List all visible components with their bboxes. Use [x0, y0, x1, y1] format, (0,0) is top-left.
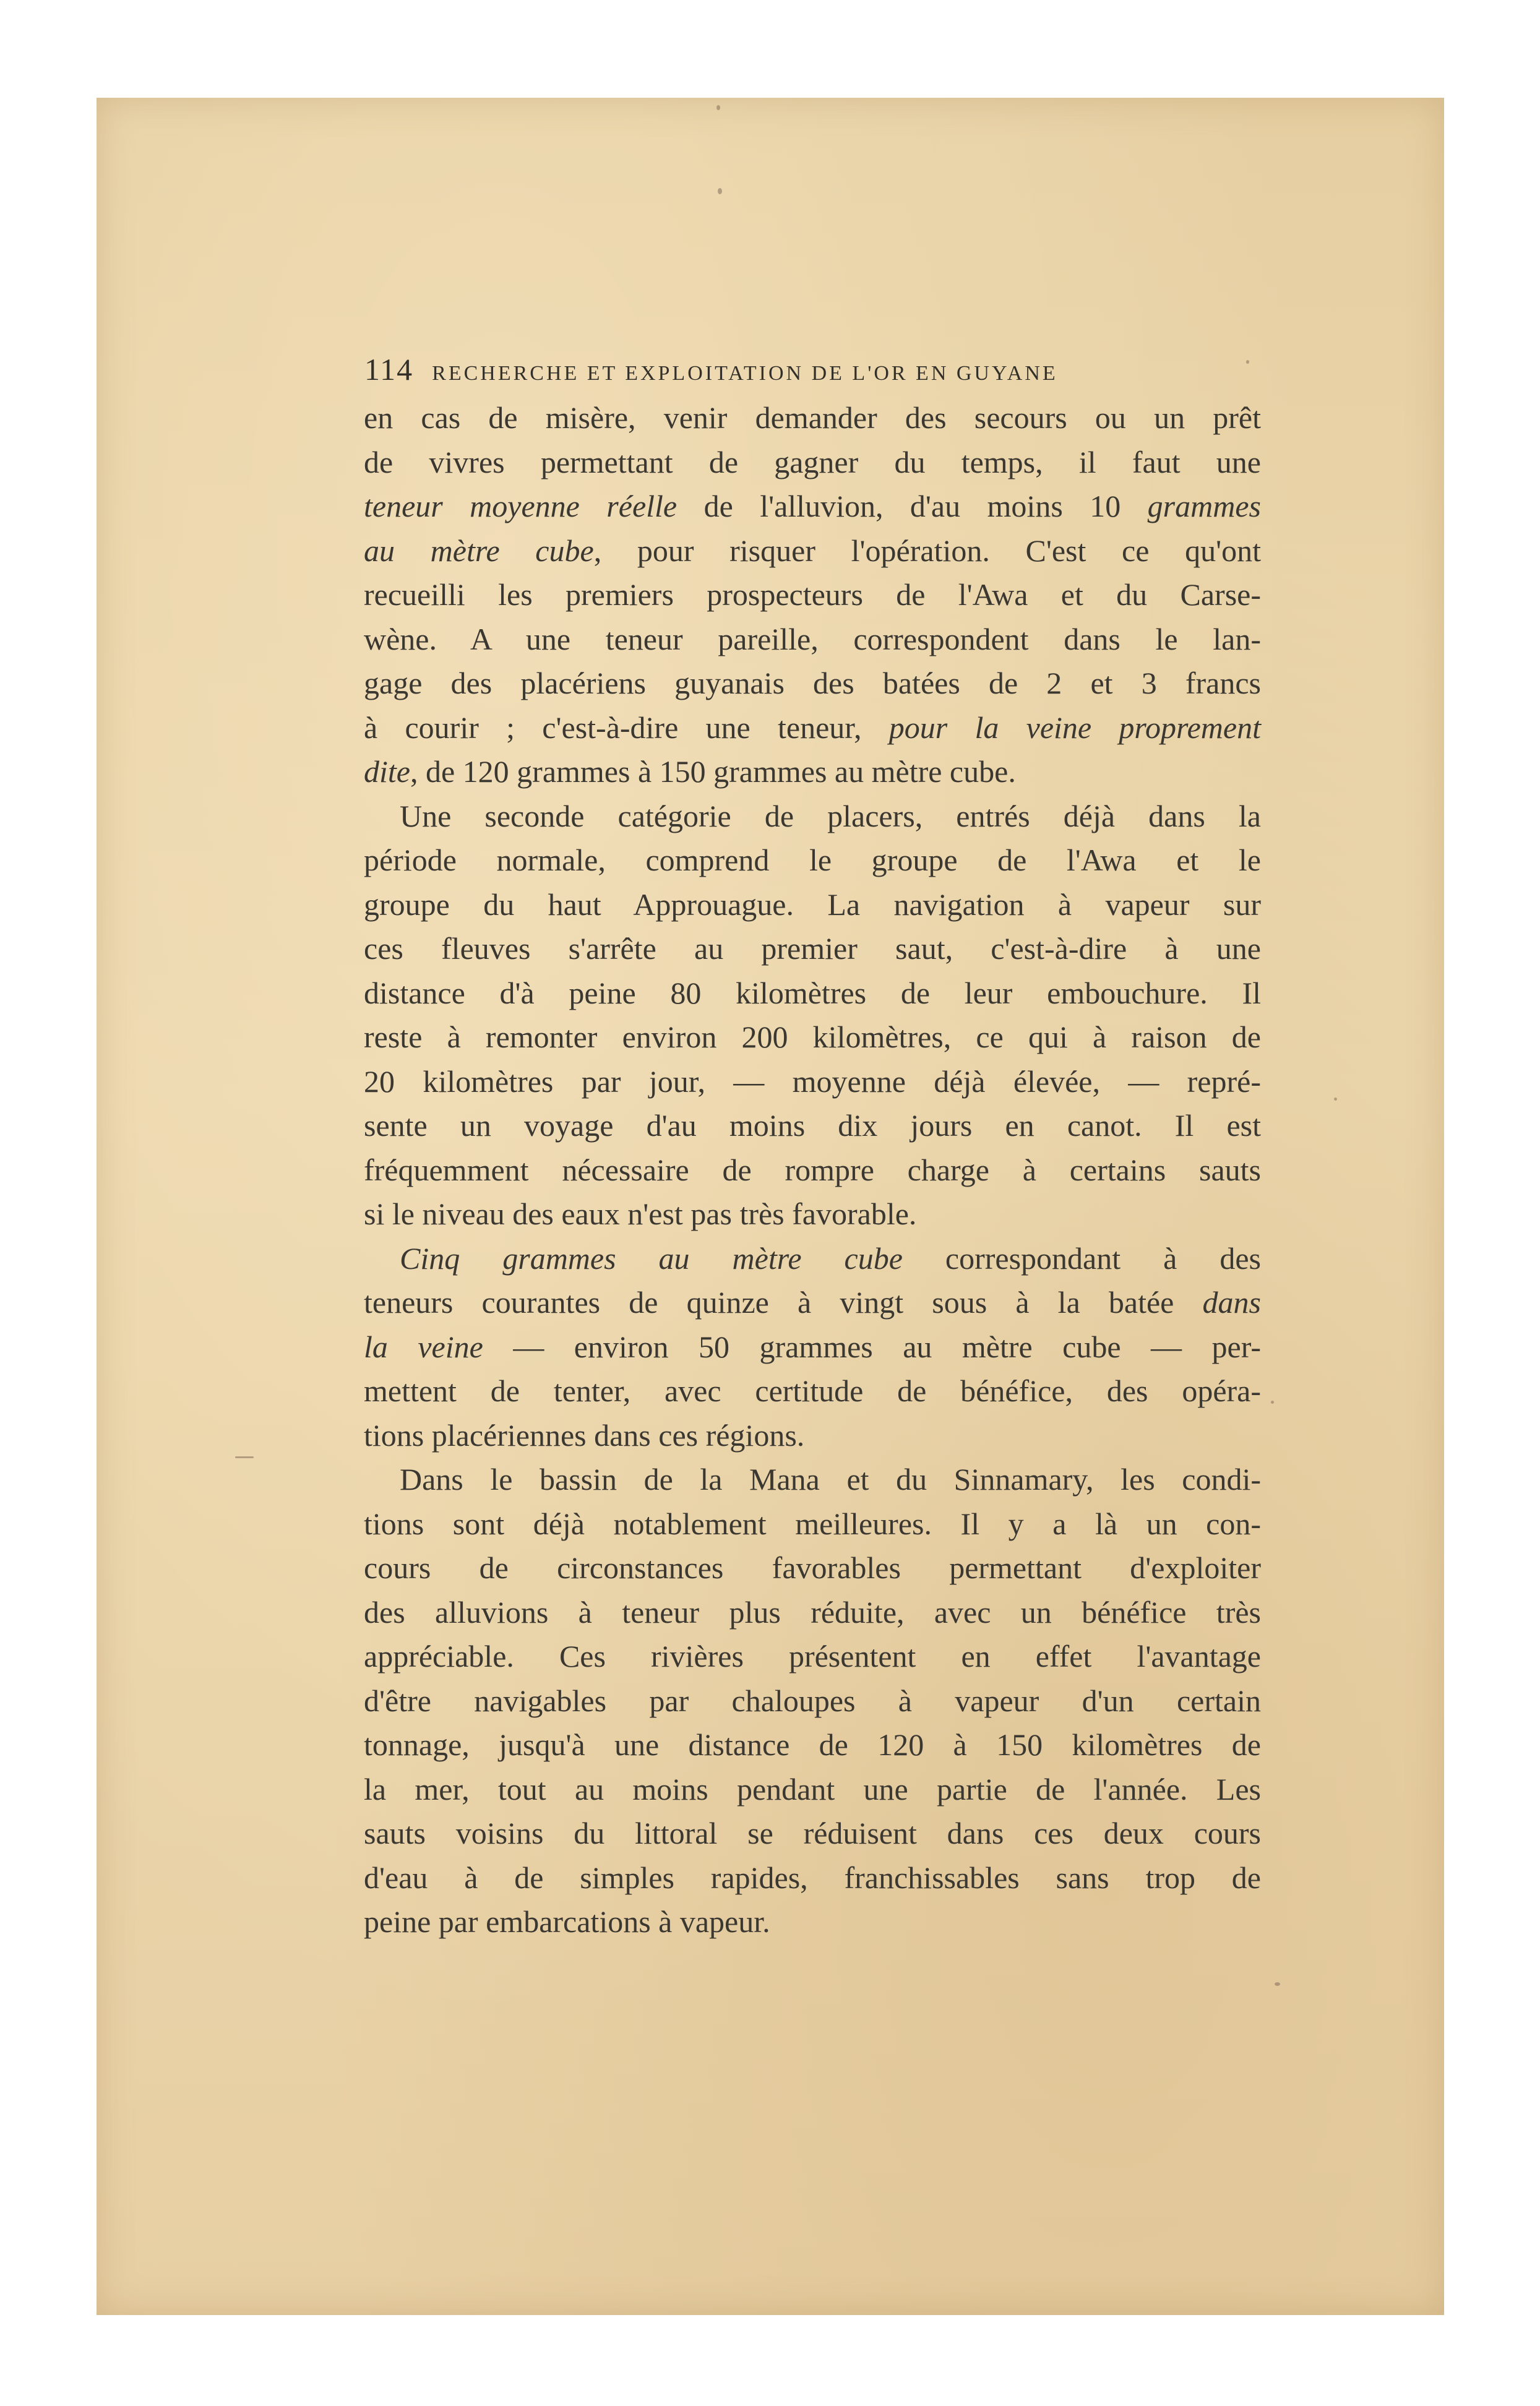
text-run: d'eau à de simples rapides, franchissables sans trop de	[364, 1860, 1261, 1895]
text-line	[364, 1060, 1261, 1104]
text-run: distance d'à peine 80 kilomètres de leur embouchure. Il	[364, 975, 1261, 1010]
text-line	[364, 1635, 1261, 1679]
text-line	[364, 396, 1261, 440]
running-title: RECHERCHE ET EXPLOITATION DE L'OR EN GUYANE	[432, 362, 1058, 385]
text-run: tions placériennes dans ces régions.	[364, 1417, 805, 1453]
text-line	[364, 1768, 1261, 1812]
text-run: peine par embarcations à vapeur.	[364, 1904, 770, 1939]
italic-run: dans	[1202, 1285, 1261, 1320]
text-run: d'être navigables par chaloupes à vapeur d'un certain	[364, 1683, 1261, 1718]
text-line	[364, 1192, 1261, 1237]
text-run: ces fleuves s'arrête au premier saut, c'est-à-dire à une	[364, 931, 1261, 966]
text-run: recueilli les premiers prospecteurs de l'Awa et du Carse-	[364, 577, 1261, 612]
italic-run: au mètre cube	[364, 533, 594, 568]
text-run: teneurs courantes de quinze à vingt sous à la batée	[364, 1285, 1203, 1320]
italic-run: Cinq grammes au mètre cube	[400, 1240, 903, 1276]
text-run: tonnage, jusqu'à une distance de 120 à 150 kilomètres de	[364, 1727, 1261, 1762]
text-line	[364, 883, 1261, 927]
text-line	[364, 1281, 1261, 1325]
ink-speck	[1275, 1982, 1280, 1986]
text-line	[364, 1414, 1261, 1458]
text-line	[364, 1502, 1261, 1547]
text-line	[364, 750, 1261, 794]
text-run: groupe du haut Approuague. La navigation à vapeur sur	[364, 887, 1261, 922]
running-header	[364, 351, 1231, 389]
text-line	[364, 927, 1261, 971]
text-run: — environ 50 grammes au mètre cube — per-	[483, 1329, 1261, 1364]
ink-speck	[716, 105, 720, 110]
text-run: si le niveau des eaux n'est pas très favorable.	[364, 1197, 917, 1231]
text-line	[364, 617, 1261, 662]
italic-run: teneur moyenne réelle	[364, 489, 678, 523]
text-run: la mer, tout au moins pendant une partie de l'année. Les	[364, 1771, 1261, 1807]
text-line	[364, 1148, 1261, 1193]
text-line	[364, 1369, 1261, 1414]
text-run: tions sont déjà notablement meilleures. Il y a là un con-	[364, 1506, 1261, 1541]
text-line	[364, 1104, 1261, 1148]
text-line	[364, 838, 1261, 883]
italic-run: dite	[364, 754, 410, 789]
text-line	[364, 1679, 1261, 1724]
text-run: , de 120 grammes à 150 grammes au mètre cube.	[410, 754, 1016, 789]
text-run: mettent de tenter, avec certitude de bénéfice, des opéra-	[364, 1373, 1261, 1408]
ink-speck	[1246, 360, 1249, 364]
text-run: période normale, comprend le groupe de l'Awa et le	[364, 843, 1261, 877]
text-run: Dans le bassin de la Mana et du Sinnamary, les condi-	[400, 1462, 1261, 1497]
text-run: appréciable. Ces rivières présentent en effet l'avantage	[364, 1639, 1261, 1673]
text-run: Une seconde catégorie de placers, entrés déjà dans la	[400, 798, 1261, 833]
text-line	[364, 1811, 1261, 1856]
ink-speck	[235, 1456, 254, 1458]
text-line	[364, 794, 1261, 839]
text-line	[364, 1856, 1261, 1901]
text-line	[364, 1237, 1261, 1281]
text-line	[364, 971, 1261, 1016]
text-run: gage des placériens guyanais des batées de 2 et 3 francs	[364, 666, 1261, 700]
text-run: sente un voyage d'au moins dix jours en canot. Il est	[364, 1108, 1261, 1143]
text-run: reste à remonter environ 200 kilomètres, ce qui à raison de	[364, 1020, 1261, 1054]
text-line	[364, 1015, 1261, 1060]
text-line	[364, 1723, 1261, 1768]
body-text	[364, 396, 1261, 1944]
italic-run: la veine	[364, 1329, 483, 1364]
text-run: en cas de misère, venir demander des secours ou un prêt	[364, 400, 1261, 435]
text-run: sauts voisins du littoral se réduisent dans ces deux cours	[364, 1816, 1261, 1850]
text-run: de l'alluvion, d'au moins 10	[677, 489, 1148, 523]
text-run: fréquemment nécessaire de rompre charge à certains sauts	[364, 1152, 1261, 1187]
text-line	[364, 440, 1261, 485]
text-line	[364, 1900, 1261, 1944]
text-line	[364, 484, 1261, 529]
text-run: 20 kilomètres par jour, — moyenne déjà élevée, — repré-	[364, 1063, 1261, 1099]
text-line	[364, 1325, 1261, 1370]
text-line	[364, 1546, 1261, 1591]
text-run: correspondant à des	[902, 1240, 1261, 1276]
italic-run: pour la veine proprement	[888, 710, 1261, 745]
text-line	[364, 1458, 1261, 1502]
text-run: , pour risquer l'opération. C'est ce qu'ont	[593, 533, 1261, 568]
text-line	[364, 529, 1261, 574]
text-run: wène. A une teneur pareille, correspondent dans le lan-	[364, 621, 1261, 656]
ink-speck	[718, 188, 722, 194]
text-run: de vivres permettant de gagner du temps, il faut une	[364, 444, 1261, 479]
text-line	[364, 573, 1261, 617]
text-line	[364, 706, 1261, 750]
text-run: cours de circonstances favorables permettant d'exploiter	[364, 1550, 1261, 1585]
text-run: des alluvions à teneur plus réduite, avec un bénéfice très	[364, 1594, 1261, 1630]
text-line	[364, 661, 1261, 706]
italic-run: grammes	[1147, 489, 1261, 523]
text-run: à courir ; c'est-à-dire une teneur,	[364, 710, 889, 745]
page-number: 114	[364, 352, 414, 387]
ink-speck	[1271, 1401, 1274, 1404]
text-line	[364, 1591, 1261, 1635]
ink-speck	[1334, 1098, 1337, 1101]
